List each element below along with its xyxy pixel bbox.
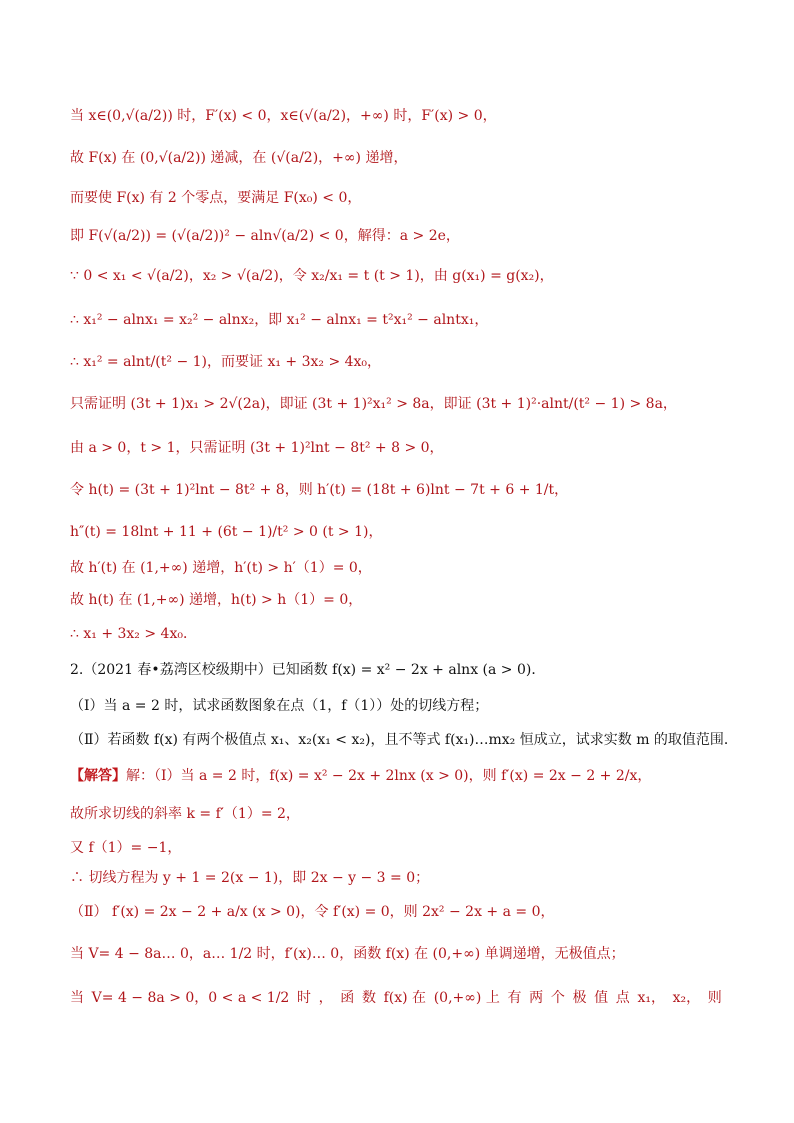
answer-line-7-word: 时 xyxy=(296,990,311,1006)
answer-line-1-text: 解：（Ⅰ）当 a = 2 时，f(x) = x² − 2x + 2lnx (x > 0)，则 f′(x) = 2x − 2 + 2/x， xyxy=(126,768,652,784)
answer-line-7-word: 点 xyxy=(615,990,630,1006)
answer-line-1 xyxy=(70,766,734,786)
answer-line-5: （Ⅱ） f′(x) = 2x − 2 + a/x (x > 0)，令 f′(x) = 0，则 2x² − 2x + a = 0， xyxy=(70,904,555,920)
solution-line-5: ∵ 0 < x₁ < √(a/2)，x₂ > √(a/2)，令 x₂/x₁ = t (t > 1)，由 g(x₁) = g(x₂)， xyxy=(70,268,554,284)
answer-line-4: ∴ 切线方程为 y + 1 = 2(x − 1)，即 2x − y − 3 = 0； xyxy=(70,870,430,886)
solution-line-11: h″(t) = 18lnt + 11 + (6t − 1)/t² > 0 (t > 1)， xyxy=(70,524,383,540)
answer-line-7-word: 则 xyxy=(707,990,722,1006)
solution-line-12: 故 h′(t) 在 (1,+∞) 递增，h′(t) > h′（1）= 0， xyxy=(70,560,372,576)
answer-line-7-word: 有 xyxy=(507,990,522,1006)
answer-line-3: 又 f（1）= −1， xyxy=(70,840,182,856)
problem-2-statement: 2.（2021 春•荔湾区校级期中）已知函数 f(x) = x² − 2x + alnx (a > 0)． xyxy=(70,662,546,678)
solution-line-7: ∴ x₁² = alnt/(t² − 1)，而要证 x₁ + 3x₂ > 4x₀， xyxy=(70,354,382,370)
problem-2-part-1: （Ⅰ）当 a = 2 时，试求函数图象在点（1，f（1））处的切线方程； xyxy=(70,698,489,714)
answer-line-7-word: x₁， xyxy=(637,990,665,1006)
problem-2-part-2: （Ⅱ）若函数 f(x) 有两个极值点 x₁、x₂(x₁ < x₂)，且不等式 f(x₁)…mx₂ 恒成立，试求实数 m 的取值范围． xyxy=(70,732,738,748)
answer-line-7-word: ， xyxy=(318,990,333,1006)
answer-line-7-word: (0,+∞) 上 xyxy=(433,990,500,1006)
solution-line-1: 当 x∈(0,√(a/2)) 时，F′(x) < 0，x∈(√(a/2)，+∞) 时，F′(x) > 0， xyxy=(70,108,497,124)
answer-line-7 xyxy=(70,988,722,1008)
answer-line-7-word: 函 xyxy=(340,990,355,1006)
solution-line-3: 而要使 F(x) 有 2 个零点，要满足 F(x₀) < 0， xyxy=(70,190,362,206)
solution-line-4: 即 F(√(a/2)) = (√(a/2))² − aln√(a/2) < 0，解得：a > 2e， xyxy=(70,228,460,244)
answer-line-7-word: x₂， xyxy=(672,990,701,1006)
answer-line-7-word: 极 xyxy=(572,990,587,1006)
answer-line-7-word: 当 xyxy=(70,990,84,1006)
answer-line-7-word: V= 4 − 8a > 0，0 < a < 1/2 xyxy=(91,990,290,1006)
solution-line-2: 故 F(x) 在 (0,√(a/2)) 递减，在 (√(a/2)，+∞) 递增， xyxy=(70,150,408,166)
answer-line-7-word: 两 xyxy=(529,990,544,1006)
answer-line-6: 当 V= 4 − 8a… 0，a… 1/2 时，f′(x)… 0，函数 f(x) 在 (0,+∞) 单调递增，无极值点； xyxy=(70,946,625,962)
solution-line-8: 只需证明 (3t + 1)x₁ > 2√(2a)，即证 (3t + 1)²x₁² > 8a，即证 (3t + 1)²·alnt/(t² − 1) > 8a， xyxy=(70,396,677,412)
solution-line-10: 令 h(t) = (3t + 1)²lnt − 8t² + 8，则 h′(t) = (18t + 6)lnt − 7t + 6 + 1/t， xyxy=(70,482,569,498)
solution-line-9: 由 a > 0，t > 1，只需证明 (3t + 1)²lnt − 8t² + 8 > 0， xyxy=(70,440,444,456)
answer-line-2: 故所求切线的斜率 k = f′（1）= 2， xyxy=(70,806,300,822)
answer-line-7-word: 值 xyxy=(594,990,609,1006)
answer-line-7-word: f(x) 在 xyxy=(383,990,427,1006)
answer-line-7-word: 数 xyxy=(361,990,376,1006)
solution-line-6: ∴ x₁² − alnx₁ = x₂² − alnx₂，即 x₁² − alnx₁ = t²x₁² − alntx₁， xyxy=(70,312,489,328)
solution-line-13: 故 h(t) 在 (1,+∞) 递增，h(t) > h（1）= 0， xyxy=(70,592,363,608)
answer-tag: 【解答】 xyxy=(70,768,126,784)
solution-line-14: ∴ x₁ + 3x₂ > 4x₀． xyxy=(70,626,197,642)
answer-line-7-word: 个 xyxy=(550,990,565,1006)
